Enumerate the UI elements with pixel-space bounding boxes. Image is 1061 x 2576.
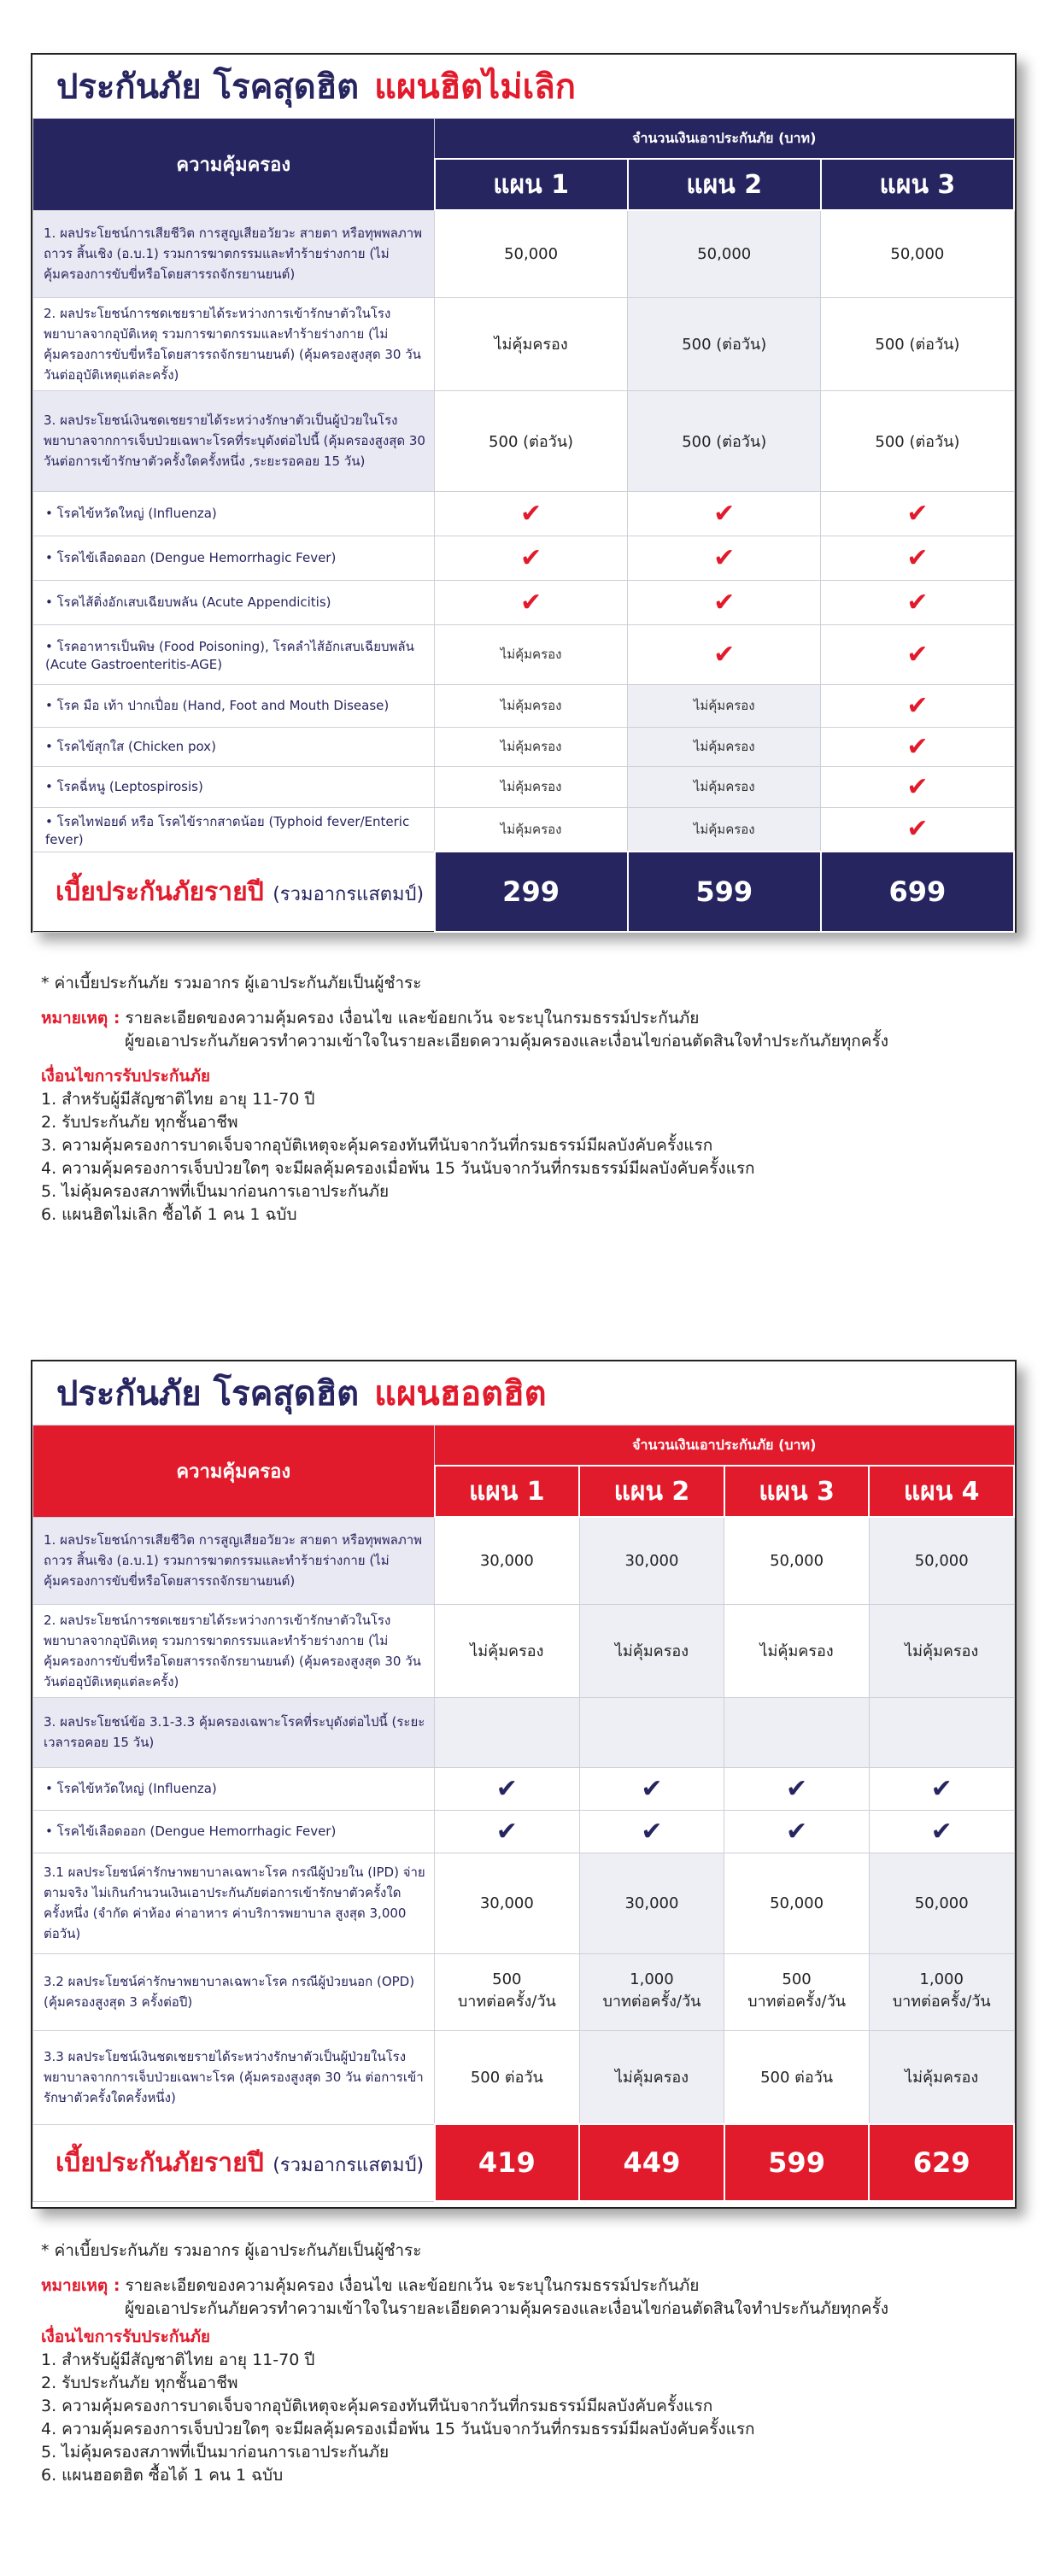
condition-item: 5. ไม่คุ้มครองสภาพที่เป็นมาก่อนการเอาประกันภัย bbox=[41, 2443, 390, 2462]
check-icon: ✔ bbox=[821, 624, 1014, 684]
coverage-value: 1,000 บาทต่อครั้ง/วัน bbox=[579, 1953, 724, 2030]
coverage-description: 3.1 ผลประโยชน์ค่ารักษาพยาบาลเฉพาะโรค กรณีผู้ป่วยใน (IPD) จ่ายตามจริง ไม่เกินกำนวนเงินเอาประกันภัยต่อการเข้ารักษาตัวครั้งใด ครั้งหนึ่ง (จำกัด ค่าห้อง ค่าอาหาร ค่าบริการพยาบาล สูงสุด 3,000 ต่อวัน) bbox=[33, 1853, 435, 1953]
plan-header: แผน 3 bbox=[821, 159, 1014, 210]
notes-section bbox=[41, 972, 1023, 1227]
disease-name: • โรคฉี่หนู (Leptospirosis) bbox=[33, 766, 435, 807]
coverage-value: 50,000 bbox=[724, 1517, 870, 1604]
premium-value: 629 bbox=[869, 2124, 1014, 2201]
coverage-value: 30,000 bbox=[579, 1517, 724, 1604]
premium-value: 599 bbox=[628, 852, 821, 932]
card-title bbox=[32, 55, 1015, 118]
coverage-header: ความคุ้มครอง bbox=[33, 119, 435, 211]
condition-item: 6. แผนฮอตฮิต ซื้อได้ 1 คน 1 ฉบับ bbox=[41, 2466, 284, 2485]
remark-label: หมายเหตุ : bbox=[41, 1009, 120, 1027]
condition-item: 1. สำหรับผู้มีสัญชาติไทย อายุ 11-70 ปี bbox=[41, 2351, 315, 2369]
remark-line: ผู้ขอเอาประกันภัยควรทำความเข้าใจในรายละเอียดความคุ้มครองและเงื่อนไขก่อนตัดสินใจทำประกันภัยทุกครั้ง bbox=[125, 1032, 888, 1051]
condition-item: 3. ความคุ้มครองการบาดเจ็บจากอุบัติเหตุจะคุ้มครองทันทีนับจากวันที่กรมธรรม์มีผลบังคับครั้งแรก bbox=[41, 2397, 713, 2415]
coverage-value: 50,000 bbox=[435, 210, 628, 297]
premium-value: 449 bbox=[579, 2124, 724, 2201]
coverage-description: 1. ผลประโยชน์การเสียชีวิต การสูญเสียอวัยวะ สายตา หรือทุพพลภาพถาวร สิ้นเชิง (อ.บ.1) รวมการฆาตกรรมและทำร้ายร่างกาย (ไม่คุ้มครองการขับขี่หรือโดยสารรถจักรยานยนต์) bbox=[33, 1517, 435, 1604]
coverage-value: ไม่คุ้มครอง bbox=[628, 727, 821, 766]
coverage-value: 50,000 bbox=[821, 210, 1014, 297]
coverage-value: 500 ต่อวัน bbox=[435, 2030, 580, 2124]
coverage-value: 50,000 bbox=[724, 1853, 870, 1953]
notes-section bbox=[41, 2239, 1023, 2487]
premium-value: 599 bbox=[724, 2124, 870, 2201]
coverage-value: 500 (ต่อวัน) bbox=[628, 390, 821, 491]
remark bbox=[41, 1007, 1023, 1030]
premium-label-paren: (รวมอากรแสตมป์) bbox=[273, 2154, 425, 2176]
coverage-value: 30,000 bbox=[579, 1853, 724, 1953]
check-icon: ✔ bbox=[869, 1767, 1014, 1810]
premium-label-text: เบี้ยประกันภัยรายปี bbox=[56, 2147, 264, 2178]
disease-name: • โรค มือ เท้า ปากเปื่อย (Hand, Foot and Mouth Disease) bbox=[33, 684, 435, 727]
conditions-title: เงื่อนไขการรับประกันภัย bbox=[41, 2327, 210, 2346]
check-icon: ✔ bbox=[724, 1767, 870, 1810]
coverage-value: ไม่คุ้มครอง bbox=[435, 624, 628, 684]
premium-value: 419 bbox=[435, 2124, 580, 2201]
check-icon: ✔ bbox=[821, 580, 1014, 624]
remark-line: ผู้ขอเอาประกันภัยควรทำความเข้าใจในรายละเอียดความคุ้มครองและเงื่อนไขก่อนตัดสินใจทำประกันภัยทุกครั้ง bbox=[125, 2299, 888, 2318]
coverage-description: 3. ผลประโยชน์ข้อ 3.1-3.3 คุ้มครองเฉพาะโรคที่ระบุดังต่อไปนี้ (ระยะเวลารอคอย 15 วัน) bbox=[33, 1697, 435, 1767]
coverage-value: 50,000 bbox=[869, 1517, 1014, 1604]
check-icon: ✔ bbox=[435, 536, 628, 580]
remark bbox=[41, 2274, 1023, 2298]
premium-value: 299 bbox=[435, 852, 628, 932]
remark-label: หมายเหตุ : bbox=[41, 2276, 120, 2295]
check-icon: ✔ bbox=[869, 1810, 1014, 1853]
check-icon: ✔ bbox=[579, 1767, 724, 1810]
title-main: ประกันภัย โรคสุดฮิต bbox=[56, 1374, 360, 1414]
disease-name: • โรคไข้หวัดใหญ่ (Influenza) bbox=[33, 491, 435, 536]
check-icon: ✔ bbox=[628, 491, 821, 536]
footnote: * ค่าเบี้ยประกันภัย รวมอากร ผู้เอาประกันภัยเป็นผู้ชำระ bbox=[41, 2241, 422, 2260]
amount-header: จำนวนเงินเอาประกันภัย (บาท) bbox=[435, 119, 1015, 160]
coverage-description: 3.3 ผลประโยชน์เงินชดเชยรายได้ระหว่างรักษาตัวเป็นผู้ป่วยในโรงพยาบาลจากการเจ็บป่วยเฉพาะโรค (คุ้มครองสูงสุด 30 วัน ต่อการเข้ารักษาตัวครั้งใดครั้งหนึ่ง) bbox=[33, 2030, 435, 2124]
title-plan: แผนฮิตไม่เลิก bbox=[374, 67, 577, 107]
condition-item: 5. ไม่คุ้มครองสภาพที่เป็นมาก่อนการเอาประกันภัย bbox=[41, 1182, 390, 1201]
coverage-value bbox=[579, 1697, 724, 1767]
plan-header: แผน 1 bbox=[435, 1466, 580, 1517]
premium-label bbox=[33, 852, 435, 932]
check-icon: ✔ bbox=[821, 807, 1014, 852]
coverage-value: ไม่คุ้มครอง bbox=[435, 1604, 580, 1697]
plan-card-hit-mai-lerk bbox=[31, 53, 1017, 933]
condition-item: 6. แผนฮิตไม่เลิก ซื้อได้ 1 คน 1 ฉบับ bbox=[41, 1205, 297, 1224]
title-plan: แผนฮอตฮิต bbox=[374, 1374, 547, 1414]
coverage-value: 30,000 bbox=[435, 1853, 580, 1953]
disease-name: • โรคไข้หวัดใหญ่ (Influenza) bbox=[33, 1767, 435, 1810]
coverage-value: 500 (ต่อวัน) bbox=[435, 390, 628, 491]
check-icon: ✔ bbox=[821, 684, 1014, 727]
coverage-value: 50,000 bbox=[869, 1853, 1014, 1953]
plan-header: แผน 2 bbox=[579, 1466, 724, 1517]
disease-name: • โรคไทฟอยด์ หรือ โรคไข้รากสาดน้อย (Typhoid fever/Enteric fever) bbox=[33, 807, 435, 852]
coverage-value: ไม่คุ้มครอง bbox=[435, 727, 628, 766]
coverage-value bbox=[724, 1697, 870, 1767]
coverage-description: 2. ผลประโยชน์การชดเชยรายได้ระหว่างการเข้ารักษาตัวในโรงพยาบาลจากอุบัติเหตุ รวมการฆาตกรรมและทำร้ายร่างกาย (ไม่คุ้มครองการขับขี่หรือโดยสารรถจักรยานยนต์) (คุ้มครองสูงสุด 30 วัน วันต่ออุบัติเหตุแต่ละครั้ง) bbox=[33, 297, 435, 390]
condition-item: 3. ความคุ้มครองการบาดเจ็บจากอุบัติเหตุจะคุ้มครองทันทีนับจากวันที่กรมธรรม์มีผลบังคับครั้งแรก bbox=[41, 1136, 713, 1155]
coverage-description: 3. ผลประโยชน์เงินชดเชยรายได้ระหว่างรักษาตัวเป็นผู้ป่วยในโรงพยาบาลจากการเจ็บป่วยเฉพาะโรคที่ระบุดังต่อไปนี้ (คุ้มครองสูงสุด 30 วันต่อการเข้ารักษาตัวครั้งใดครั้งหนึ่ง ,ระยะรอคอย 15 วัน) bbox=[33, 390, 435, 491]
coverage-value: 500 (ต่อวัน) bbox=[821, 390, 1014, 491]
coverage-value: ไม่คุ้มครอง bbox=[628, 684, 821, 727]
coverage-value: 30,000 bbox=[435, 1517, 580, 1604]
disease-name: • โรคไข้สุกใส (Chicken pox) bbox=[33, 727, 435, 766]
coverage-value: ไม่คุ้มครอง bbox=[435, 297, 628, 390]
coverage-value: ไม่คุ้มครอง bbox=[435, 807, 628, 852]
coverage-value: ไม่คุ้มครอง bbox=[435, 766, 628, 807]
check-icon: ✔ bbox=[435, 491, 628, 536]
remark-line: รายละเอียดของความคุ้มครอง เงื่อนไข และข้อยกเว้น จะระบุในกรมธรรม์ประกันภัย bbox=[125, 2276, 700, 2295]
amount-header: จำนวนเงินเอาประกันภัย (บาท) bbox=[435, 1426, 1015, 1467]
plan-header: แผน 3 bbox=[724, 1466, 870, 1517]
check-icon: ✔ bbox=[628, 624, 821, 684]
coverage-description: 3.2 ผลประโยชน์ค่ารักษาพยาบาลเฉพาะโรค กรณีผู้ป่วยนอก (OPD) (คุ้มครองสูงสุด 3 ครั้งต่อปี) bbox=[33, 1953, 435, 2030]
coverage-value bbox=[869, 1697, 1014, 1767]
check-icon: ✔ bbox=[628, 536, 821, 580]
check-icon: ✔ bbox=[821, 491, 1014, 536]
coverage-value: 500 บาทต่อครั้ง/วัน bbox=[435, 1953, 580, 2030]
check-icon: ✔ bbox=[821, 766, 1014, 807]
coverage-value: 500 บาทต่อครั้ง/วัน bbox=[724, 1953, 870, 2030]
condition-item: 2. รับประกันภัย ทุกชั้นอาชีพ bbox=[41, 2374, 238, 2392]
coverage-value: ไม่คุ้มครอง bbox=[579, 2030, 724, 2124]
coverage-value: ไม่คุ้มครอง bbox=[435, 684, 628, 727]
card-title bbox=[32, 1361, 1015, 1425]
disease-name: • โรคไข้เลือดออก (Dengue Hemorrhagic Fever) bbox=[33, 536, 435, 580]
condition-item: 4. ความคุ้มครองการเจ็บป่วยใดๆ จะมีผลคุ้มครองเมื่อพ้น 15 วันนับจากวันที่กรมธรรม์มีผลบังคับครั้งแรก bbox=[41, 2420, 755, 2438]
remark-line: รายละเอียดของความคุ้มครอง เงื่อนไข และข้อยกเว้น จะระบุในกรมธรรม์ประกันภัย bbox=[125, 1009, 700, 1027]
premium-label bbox=[33, 2124, 435, 2201]
coverage-value: ไม่คุ้มครอง bbox=[869, 2030, 1014, 2124]
coverage-value: ไม่คุ้มครอง bbox=[579, 1604, 724, 1697]
check-icon: ✔ bbox=[724, 1810, 870, 1853]
check-icon: ✔ bbox=[435, 580, 628, 624]
plan-card-hot-hit bbox=[31, 1360, 1017, 2209]
conditions-title: เงื่อนไขการรับประกันภัย bbox=[41, 1067, 210, 1086]
coverage-description: 2. ผลประโยชน์การชดเชยรายได้ระหว่างการเข้ารักษาตัวในโรงพยาบาลจากอุบัติเหตุ รวมการฆาตกรรมและทำร้ายร่างกาย (ไม่คุ้มครองการขับขี่หรือโดยสารรถจักรยานยนต์) (คุ้มครองสูงสุด 30 วัน วันต่ออุบัติเหตุแต่ละครั้ง) bbox=[33, 1604, 435, 1697]
disease-name: • โรคไข้เลือดออก (Dengue Hemorrhagic Fever) bbox=[33, 1810, 435, 1853]
condition-item: 4. ความคุ้มครองการเจ็บป่วยใดๆ จะมีผลคุ้มครองเมื่อพ้น 15 วันนับจากวันที่กรมธรรม์มีผลบังคับครั้งแรก bbox=[41, 1159, 755, 1178]
check-icon: ✔ bbox=[435, 1810, 580, 1853]
check-icon: ✔ bbox=[435, 1767, 580, 1810]
disease-name: • โรคไส้ติ่งอักเสบเฉียบพลัน (Acute Appendicitis) bbox=[33, 580, 435, 624]
coverage-value: ไม่คุ้มครอง bbox=[724, 1604, 870, 1697]
title-main: ประกันภัย โรคสุดฮิต bbox=[56, 67, 360, 107]
plan-header: แผน 1 bbox=[435, 159, 628, 210]
coverage-value: ไม่คุ้มครอง bbox=[869, 1604, 1014, 1697]
premium-value: 699 bbox=[821, 852, 1014, 932]
coverage-value: 1,000 บาทต่อครั้ง/วัน bbox=[869, 1953, 1014, 2030]
coverage-value bbox=[435, 1697, 580, 1767]
condition-item: 1. สำหรับผู้มีสัญชาติไทย อายุ 11-70 ปี bbox=[41, 1090, 315, 1109]
coverage-table bbox=[32, 1425, 1015, 2202]
footnote: * ค่าเบี้ยประกันภัย รวมอากร ผู้เอาประกันภัยเป็นผู้ชำระ bbox=[41, 974, 422, 992]
plan-header: แผน 4 bbox=[869, 1466, 1014, 1517]
check-icon: ✔ bbox=[821, 727, 1014, 766]
check-icon: ✔ bbox=[628, 580, 821, 624]
coverage-value: ไม่คุ้มครอง bbox=[628, 807, 821, 852]
coverage-description: 1. ผลประโยชน์การเสียชีวิต การสูญเสียอวัยวะ สายตา หรือทุพพลภาพถาวร สิ้นเชิง (อ.บ.1) รวมการฆาตกรรมและทำร้ายร่างกาย (ไม่คุ้มครองการขับขี่หรือโดยสารรถจักรยานยนต์) bbox=[33, 210, 435, 297]
disease-name: • โรคอาหารเป็นพิษ (Food Poisoning), โรคลำไส้อักเสบเฉียบพลัน (Acute Gastroenteritis-AGE) bbox=[33, 624, 435, 684]
plan-header: แผน 2 bbox=[628, 159, 821, 210]
coverage-table bbox=[32, 118, 1015, 933]
premium-label-paren: (รวมอากรแสตมป์) bbox=[273, 883, 425, 905]
condition-item: 2. รับประกันภัย ทุกชั้นอาชีพ bbox=[41, 1113, 238, 1132]
check-icon: ✔ bbox=[579, 1810, 724, 1853]
coverage-value: 500 (ต่อวัน) bbox=[628, 297, 821, 390]
check-icon: ✔ bbox=[821, 536, 1014, 580]
premium-label-text: เบี้ยประกันภัยรายปี bbox=[56, 876, 264, 907]
coverage-value: 500 (ต่อวัน) bbox=[821, 297, 1014, 390]
coverage-value: ไม่คุ้มครอง bbox=[628, 766, 821, 807]
coverage-header: ความคุ้มครอง bbox=[33, 1426, 435, 1518]
coverage-value: 500 ต่อวัน bbox=[724, 2030, 870, 2124]
coverage-value: 50,000 bbox=[628, 210, 821, 297]
